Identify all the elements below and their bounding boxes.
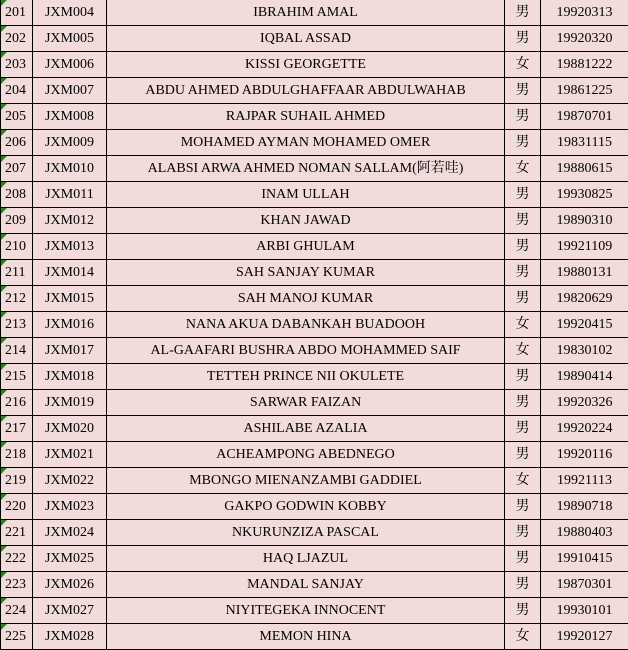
table-row bbox=[1, 234, 628, 260]
birth-date-cell[interactable]: 19920415 bbox=[541, 312, 628, 338]
student-name-cell[interactable]: ALABSI ARWA AHMED NOMAN SALLAM(阿若哇) bbox=[107, 156, 505, 182]
gender-cell[interactable]: 男 bbox=[505, 442, 541, 468]
student-name-cell[interactable]: AL-GAAFARI BUSHRA ABDO MOHAMMED SAIF bbox=[107, 338, 505, 364]
comment-indicator bbox=[1, 364, 7, 370]
student-id-cell[interactable]: JXM005 bbox=[33, 26, 107, 52]
row-number: 209 bbox=[5, 213, 26, 228]
student-id-cell[interactable]: JXM014 bbox=[33, 260, 107, 286]
student-id-cell[interactable]: JXM019 bbox=[33, 390, 107, 416]
row-number-cell[interactable] bbox=[1, 390, 33, 416]
table-row bbox=[1, 338, 628, 364]
student-id-cell[interactable]: JXM007 bbox=[33, 78, 107, 104]
gender-cell[interactable]: 男 bbox=[505, 78, 541, 104]
comment-indicator bbox=[1, 78, 7, 84]
row-number-cell[interactable] bbox=[1, 130, 33, 156]
gender-cell[interactable]: 男 bbox=[505, 520, 541, 546]
table-row bbox=[1, 364, 628, 390]
row-number-cell[interactable] bbox=[1, 26, 33, 52]
student-id-cell[interactable]: JXM020 bbox=[33, 416, 107, 442]
birth-date-cell[interactable]: 19920326 bbox=[541, 390, 628, 416]
gender-cell[interactable]: 男 bbox=[505, 416, 541, 442]
table-row bbox=[1, 104, 628, 130]
comment-indicator bbox=[1, 572, 7, 578]
student-id-cell[interactable]: JXM010 bbox=[33, 156, 107, 182]
row-number-cell[interactable] bbox=[1, 572, 33, 598]
row-number: 220 bbox=[5, 499, 26, 514]
student-id-cell[interactable]: JXM004 bbox=[33, 0, 107, 26]
row-number: 215 bbox=[5, 369, 26, 384]
table-row bbox=[1, 156, 628, 182]
student-name-cell[interactable]: GAKPO GODWIN KOBBY bbox=[107, 494, 505, 520]
comment-indicator bbox=[1, 494, 7, 500]
row-number: 203 bbox=[5, 57, 26, 72]
gender-cell[interactable]: 男 bbox=[505, 494, 541, 520]
student-id-cell[interactable]: JXM011 bbox=[33, 182, 107, 208]
row-number: 224 bbox=[5, 603, 26, 618]
row-number: 201 bbox=[5, 5, 26, 20]
row-number: 225 bbox=[5, 629, 26, 644]
student-name-cell[interactable]: ASHILABE AZALIA bbox=[107, 416, 505, 442]
gender-cell[interactable]: 男 bbox=[505, 364, 541, 390]
gender-cell[interactable]: 男 bbox=[505, 182, 541, 208]
gender-cell[interactable]: 男 bbox=[505, 104, 541, 130]
comment-indicator bbox=[1, 182, 7, 188]
row-number-cell[interactable] bbox=[1, 156, 33, 182]
student-id-cell[interactable]: JXM015 bbox=[33, 286, 107, 312]
row-number: 217 bbox=[5, 421, 26, 436]
table-row bbox=[1, 390, 628, 416]
table-row bbox=[1, 52, 628, 78]
comment-indicator bbox=[1, 208, 7, 214]
student-id-cell[interactable]: JXM022 bbox=[33, 468, 107, 494]
student-id-cell[interactable]: JXM016 bbox=[33, 312, 107, 338]
student-name-cell[interactable]: NKURUNZIZA PASCAL bbox=[107, 520, 505, 546]
birth-date-cell[interactable]: 19921109 bbox=[541, 234, 628, 260]
row-number-cell[interactable] bbox=[1, 364, 33, 390]
birth-date-cell[interactable]: 19920313 bbox=[541, 0, 628, 26]
birth-date-cell[interactable]: 19890414 bbox=[541, 364, 628, 390]
row-number-cell[interactable] bbox=[1, 104, 33, 130]
birth-date-cell[interactable]: 19930825 bbox=[541, 182, 628, 208]
student-id-cell[interactable]: JXM023 bbox=[33, 494, 107, 520]
student-name-cell[interactable]: IQBAL ASSAD bbox=[107, 26, 505, 52]
gender-cell[interactable]: 男 bbox=[505, 390, 541, 416]
gender-cell[interactable]: 男 bbox=[505, 572, 541, 598]
gender-cell[interactable]: 男 bbox=[505, 260, 541, 286]
student-id-cell[interactable]: JXM026 bbox=[33, 572, 107, 598]
table-row bbox=[1, 520, 628, 546]
student-name-cell[interactable]: NIYITEGEKA INNOCENT bbox=[107, 598, 505, 624]
birth-date-cell[interactable]: 19880403 bbox=[541, 520, 628, 546]
student-id-cell[interactable]: JXM018 bbox=[33, 364, 107, 390]
student-name-cell[interactable]: MEMON HINA bbox=[107, 624, 505, 650]
comment-indicator bbox=[1, 312, 7, 318]
birth-date-cell[interactable]: 19831115 bbox=[541, 130, 628, 156]
birth-date-cell[interactable]: 19920320 bbox=[541, 26, 628, 52]
comment-indicator bbox=[1, 260, 7, 266]
gender-cell[interactable]: 男 bbox=[505, 234, 541, 260]
comment-indicator bbox=[1, 442, 7, 448]
gender-cell[interactable]: 女 bbox=[505, 468, 541, 494]
gender-cell[interactable]: 男 bbox=[505, 208, 541, 234]
table-row bbox=[1, 572, 628, 598]
row-number-cell[interactable] bbox=[1, 182, 33, 208]
row-number-cell[interactable] bbox=[1, 260, 33, 286]
table-row bbox=[1, 182, 628, 208]
row-number: 207 bbox=[5, 161, 26, 176]
table-row bbox=[1, 26, 628, 52]
gender-cell[interactable]: 女 bbox=[505, 338, 541, 364]
gender-cell[interactable]: 男 bbox=[505, 130, 541, 156]
row-number-cell[interactable] bbox=[1, 494, 33, 520]
comment-indicator bbox=[1, 286, 7, 292]
row-number-cell[interactable] bbox=[1, 286, 33, 312]
birth-date-cell[interactable]: 19880615 bbox=[541, 156, 628, 182]
student-id-cell[interactable]: JXM006 bbox=[33, 52, 107, 78]
table-row bbox=[1, 0, 628, 26]
student-id-cell[interactable]: JXM017 bbox=[33, 338, 107, 364]
comment-indicator bbox=[1, 0, 7, 6]
comment-indicator bbox=[1, 390, 7, 396]
student-name-cell[interactable]: KISSI GEORGETTE bbox=[107, 52, 505, 78]
birth-date-cell[interactable]: 19890310 bbox=[541, 208, 628, 234]
student-name-cell[interactable]: RAJPAR SUHAIL AHMED bbox=[107, 104, 505, 130]
row-number: 208 bbox=[5, 187, 26, 202]
table-row bbox=[1, 598, 628, 624]
student-name-cell[interactable]: INAM ULLAH bbox=[107, 182, 505, 208]
table-row bbox=[1, 442, 628, 468]
row-number-cell[interactable] bbox=[1, 442, 33, 468]
table-row bbox=[1, 286, 628, 312]
student-name-cell[interactable]: ABDU AHMED ABDULGHAFFAAR ABDULWAHAB bbox=[107, 78, 505, 104]
row-number: 222 bbox=[5, 551, 26, 566]
row-number: 213 bbox=[5, 317, 26, 332]
birth-date-cell[interactable]: 19920224 bbox=[541, 416, 628, 442]
row-number-cell[interactable] bbox=[1, 234, 33, 260]
row-number-cell[interactable] bbox=[1, 312, 33, 338]
table-row bbox=[1, 260, 628, 286]
gender-cell[interactable]: 女 bbox=[505, 156, 541, 182]
student-id-cell[interactable]: JXM025 bbox=[33, 546, 107, 572]
student-name-cell[interactable]: SARWAR FAIZAN bbox=[107, 390, 505, 416]
birth-date-cell[interactable]: 19861225 bbox=[541, 78, 628, 104]
student-name-cell[interactable]: IBRAHIM AMAL bbox=[107, 0, 505, 26]
row-number-cell[interactable] bbox=[1, 520, 33, 546]
birth-date-cell[interactable]: 19830102 bbox=[541, 338, 628, 364]
row-number-cell[interactable] bbox=[1, 208, 33, 234]
comment-indicator bbox=[1, 26, 7, 32]
student-name-cell[interactable]: MBONGO MIENANZAMBI GADDIEL bbox=[107, 468, 505, 494]
gender-cell[interactable]: 女 bbox=[505, 312, 541, 338]
row-number-cell[interactable] bbox=[1, 416, 33, 442]
student-id-cell[interactable]: JXM009 bbox=[33, 130, 107, 156]
row-number: 212 bbox=[5, 291, 26, 306]
student-name-cell[interactable]: ACHEAMPONG ABEDNEGO bbox=[107, 442, 505, 468]
birth-date-cell[interactable]: 19890718 bbox=[541, 494, 628, 520]
birth-date-cell[interactable]: 19870701 bbox=[541, 104, 628, 130]
student-name-cell[interactable]: MANDAL SANJAY bbox=[107, 572, 505, 598]
row-number: 202 bbox=[5, 31, 26, 46]
row-number: 211 bbox=[5, 265, 25, 280]
birth-date-cell[interactable]: 19870301 bbox=[541, 572, 628, 598]
comment-indicator bbox=[1, 234, 7, 240]
birth-date-cell[interactable]: 19880131 bbox=[541, 260, 628, 286]
student-name-cell[interactable]: SAH MANOJ KUMAR bbox=[107, 286, 505, 312]
student-id-cell[interactable]: JXM013 bbox=[33, 234, 107, 260]
student-id-cell[interactable]: JXM024 bbox=[33, 520, 107, 546]
comment-indicator bbox=[1, 598, 7, 604]
comment-indicator bbox=[1, 520, 7, 526]
student-id-cell[interactable]: JXM027 bbox=[33, 598, 107, 624]
birth-date-cell[interactable]: 19820629 bbox=[541, 286, 628, 312]
row-number-cell[interactable] bbox=[1, 52, 33, 78]
gender-cell[interactable]: 男 bbox=[505, 286, 541, 312]
row-number-cell[interactable] bbox=[1, 468, 33, 494]
comment-indicator bbox=[1, 104, 7, 110]
row-number: 218 bbox=[5, 447, 26, 462]
student-name-cell[interactable]: MOHAMED AYMAN MOHAMED OMER bbox=[107, 130, 505, 156]
table-row bbox=[1, 468, 628, 494]
gender-cell[interactable]: 女 bbox=[505, 52, 541, 78]
student-name-cell[interactable]: ARBI GHULAM bbox=[107, 234, 505, 260]
student-name-cell[interactable]: KHAN JAWAD bbox=[107, 208, 505, 234]
gender-cell[interactable]: 男 bbox=[505, 0, 541, 26]
row-number-cell[interactable] bbox=[1, 624, 33, 650]
row-number: 219 bbox=[5, 473, 26, 488]
comment-indicator bbox=[1, 416, 7, 422]
row-number-cell[interactable] bbox=[1, 78, 33, 104]
gender-cell[interactable]: 男 bbox=[505, 598, 541, 624]
table-row bbox=[1, 78, 628, 104]
row-number: 214 bbox=[5, 343, 26, 358]
gender-cell[interactable]: 男 bbox=[505, 546, 541, 572]
student-name-cell[interactable]: HAQ LJAZUL bbox=[107, 546, 505, 572]
comment-indicator bbox=[1, 468, 7, 474]
row-number-cell[interactable] bbox=[1, 0, 33, 26]
gender-cell[interactable]: 男 bbox=[505, 26, 541, 52]
row-number-cell[interactable] bbox=[1, 546, 33, 572]
birth-date-cell[interactable]: 19881222 bbox=[541, 52, 628, 78]
row-number: 221 bbox=[5, 525, 26, 540]
comment-indicator bbox=[1, 156, 7, 162]
row-number: 210 bbox=[5, 239, 26, 254]
student-name-cell[interactable]: NANA AKUA DABANKAH BUADOOH bbox=[107, 312, 505, 338]
birth-date-cell[interactable]: 19921113 bbox=[541, 468, 628, 494]
table-row bbox=[1, 312, 628, 338]
row-number-cell[interactable] bbox=[1, 598, 33, 624]
row-number: 206 bbox=[5, 135, 26, 150]
student-id-cell[interactable]: JXM028 bbox=[33, 624, 107, 650]
table-row bbox=[1, 494, 628, 520]
table-row bbox=[1, 208, 628, 234]
student-id-cell[interactable]: JXM012 bbox=[33, 208, 107, 234]
comment-indicator bbox=[1, 624, 7, 630]
comment-indicator bbox=[1, 52, 7, 58]
birth-date-cell[interactable]: 19930101 bbox=[541, 598, 628, 624]
spreadsheet-body bbox=[1, 0, 628, 650]
gender-cell[interactable]: 女 bbox=[505, 624, 541, 650]
student-name-cell[interactable]: TETTEH PRINCE NII OKULETE bbox=[107, 364, 505, 390]
comment-indicator bbox=[1, 338, 7, 344]
table-row bbox=[1, 416, 628, 442]
birth-date-cell[interactable]: 19920127 bbox=[541, 624, 628, 650]
comment-indicator bbox=[1, 130, 7, 136]
table-row bbox=[1, 624, 628, 650]
row-number-cell[interactable] bbox=[1, 338, 33, 364]
birth-date-cell[interactable]: 19910415 bbox=[541, 546, 628, 572]
student-name-cell[interactable]: SAH SANJAY KUMAR bbox=[107, 260, 505, 286]
student-id-cell[interactable]: JXM008 bbox=[33, 104, 107, 130]
row-number: 204 bbox=[5, 83, 26, 98]
birth-date-cell[interactable]: 19920116 bbox=[541, 442, 628, 468]
table-row bbox=[1, 130, 628, 156]
student-id-cell[interactable]: JXM021 bbox=[33, 442, 107, 468]
row-number: 223 bbox=[5, 577, 26, 592]
table-row bbox=[1, 546, 628, 572]
comment-indicator bbox=[1, 546, 7, 552]
row-number: 216 bbox=[5, 395, 26, 410]
row-number: 205 bbox=[5, 109, 26, 124]
